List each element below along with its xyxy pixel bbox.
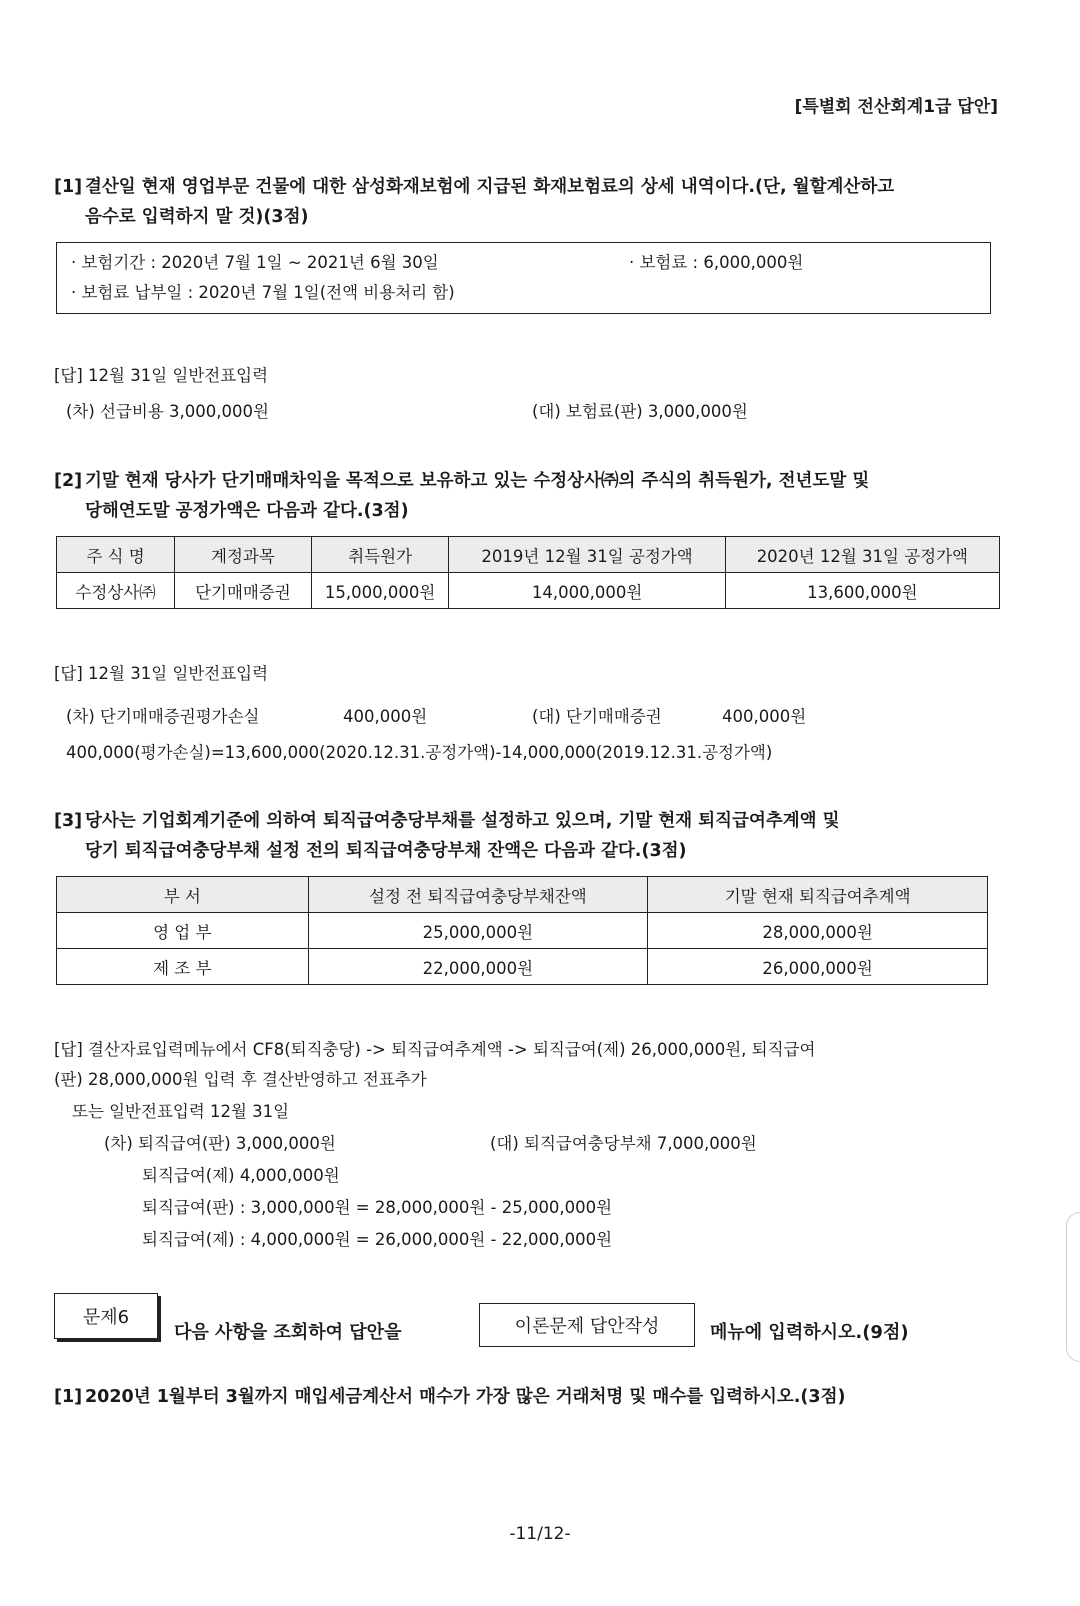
table-header-cell: 부 서 bbox=[57, 877, 309, 913]
question-text-line2: 당기 퇴직급여충당부채 설정 전의 퇴직급여충당부채 잔액은 다음과 같다.(3점) bbox=[85, 841, 687, 861]
answer-3-debit2: 퇴직급여(제) 4,000,000원 bbox=[142, 1166, 340, 1185]
answer-2-credit-amount: 400,000원 bbox=[722, 707, 807, 726]
insurance-premium: · 보험료 : 6,000,000원 bbox=[629, 253, 804, 272]
question-number: [2] bbox=[54, 471, 83, 491]
table-cell: 25,000,000원 bbox=[308, 913, 648, 949]
answer-3-debit1: (차) 퇴직급여(판) 3,000,000원 bbox=[104, 1134, 336, 1153]
table-header-cell: 2019년 12월 31일 공정가액 bbox=[449, 537, 725, 573]
question-text-line1: 결산일 현재 영업부문 건물에 대한 삼성화재보험에 지급된 화재보험료의 상세 내역이다.(단, 월할계산하고 bbox=[85, 177, 895, 197]
table-cell: 14,000,000원 bbox=[449, 573, 725, 609]
answer-3-line3: 또는 일반전표입력 12월 31일 bbox=[72, 1102, 290, 1121]
table-cell: 영 업 부 bbox=[57, 913, 309, 949]
table-header-cell: 계정과목 bbox=[175, 537, 312, 573]
answer-2-title: [답] 12월 31일 일반전표입력 bbox=[54, 664, 269, 683]
table-row bbox=[57, 949, 988, 985]
answer-3-calc1: 퇴직급여(판) : 3,000,000원 = 28,000,000원 - 25,000,000원 bbox=[142, 1198, 613, 1217]
table-cell: 수정상사㈜ bbox=[57, 573, 175, 609]
table-cell: 28,000,000원 bbox=[648, 913, 988, 949]
answer-3-line2: (판) 28,000,000원 입력 후 결산반영하고 전표추가 bbox=[54, 1070, 427, 1089]
insurance-payment-date: · 보험료 납부일 : 2020년 7월 1일(전액 비용처리 함) bbox=[71, 283, 455, 302]
question-text: 2020년 1월부터 3월까지 매입세금계산서 매수가 가장 많은 거래처명 및 매수를 입력하시오.(3점) bbox=[85, 1387, 846, 1407]
answer-1-credit: (대) 보험료(판) 3,000,000원 bbox=[532, 402, 748, 421]
problem-6-text-before: 다음 사항을 조회하여 답안을 bbox=[174, 1322, 402, 1343]
table-cell: 26,000,000원 bbox=[648, 949, 988, 985]
answer-2-debit: (차) 단기매매증권평가손실 bbox=[66, 707, 260, 726]
question-number: [1] bbox=[54, 177, 83, 197]
answer-2-calculation: 400,000(평가손실)=13,600,000(2020.12.31.공정가액)-14,000,000(2019.12.31.공정가액) bbox=[66, 743, 773, 762]
question-text-line1: 당사는 기업회계기준에 의하여 퇴직급여충당부채를 설정하고 있으며, 기말 현재 퇴직급여추계액 및 bbox=[85, 811, 840, 831]
stock-table bbox=[56, 536, 1000, 609]
answer-2-credit: (대) 단기매매증권 bbox=[532, 707, 662, 726]
table-cell: 22,000,000원 bbox=[308, 949, 648, 985]
problem-6-text-after: 메뉴에 입력하시오.(9점) bbox=[710, 1322, 909, 1343]
table-header-row bbox=[57, 877, 988, 913]
scroll-handle[interactable] bbox=[1066, 1212, 1080, 1362]
question-6-1 bbox=[54, 1382, 845, 1412]
answer-3-calc2: 퇴직급여(제) : 4,000,000원 = 26,000,000원 - 22,000,000원 bbox=[142, 1230, 613, 1249]
answer-1-debit: (차) 선급비용 3,000,000원 bbox=[66, 402, 269, 421]
question-3 bbox=[54, 806, 840, 866]
table-cell: 제 조 부 bbox=[57, 949, 309, 985]
retirement-table bbox=[56, 876, 988, 985]
table-header-cell: 2020년 12월 31일 공정가액 bbox=[725, 537, 999, 573]
question-2 bbox=[54, 466, 869, 526]
answer-3-line1: [답] 결산자료입력메뉴에서 CF8(퇴직충당) -> 퇴직급여추계액 -> 퇴직급여(제) 26,000,000원, 퇴직급여 bbox=[54, 1040, 816, 1059]
insurance-info-box bbox=[56, 242, 991, 314]
table-row bbox=[57, 913, 988, 949]
answer-3-credit1: (대) 퇴직급여충당부채 7,000,000원 bbox=[490, 1134, 757, 1153]
answer-1-title: [답] 12월 31일 일반전표입력 bbox=[54, 366, 269, 385]
document-header: [특별회 전산회계1급 답안] bbox=[794, 97, 998, 117]
answer-2-debit-amount: 400,000원 bbox=[343, 707, 428, 726]
question-text-line2: 음수로 입력하지 말 것)(3점) bbox=[85, 207, 309, 227]
table-header-cell: 기말 현재 퇴직급여추계액 bbox=[648, 877, 988, 913]
question-text-line2: 당해연도말 공정가액은 다음과 같다.(3점) bbox=[85, 501, 409, 521]
question-number: [1] bbox=[54, 1387, 83, 1407]
question-1 bbox=[54, 172, 894, 232]
table-header-cell: 설정 전 퇴직급여충당부채잔액 bbox=[308, 877, 648, 913]
table-cell: 단기매매증권 bbox=[175, 573, 312, 609]
insurance-period: · 보험기간 : 2020년 7월 1일 ~ 2021년 6월 30일 bbox=[71, 253, 439, 272]
table-header-row bbox=[57, 537, 1000, 573]
problem-6-label: 문제6 bbox=[54, 1293, 158, 1339]
table-cell: 15,000,000원 bbox=[311, 573, 449, 609]
menu-name-box: 이론문제 답안작성 bbox=[479, 1303, 695, 1347]
question-text-line1: 기말 현재 당사가 단기매매차익을 목적으로 보유하고 있는 수정상사㈜의 주식의 취득원가, 전년도말 및 bbox=[85, 471, 870, 491]
table-header-cell: 주 식 명 bbox=[57, 537, 175, 573]
table-cell: 13,600,000원 bbox=[725, 573, 999, 609]
question-number: [3] bbox=[54, 811, 83, 831]
table-row bbox=[57, 573, 1000, 609]
table-header-cell: 취득원가 bbox=[311, 537, 449, 573]
page-number: -11/12- bbox=[509, 1524, 571, 1544]
